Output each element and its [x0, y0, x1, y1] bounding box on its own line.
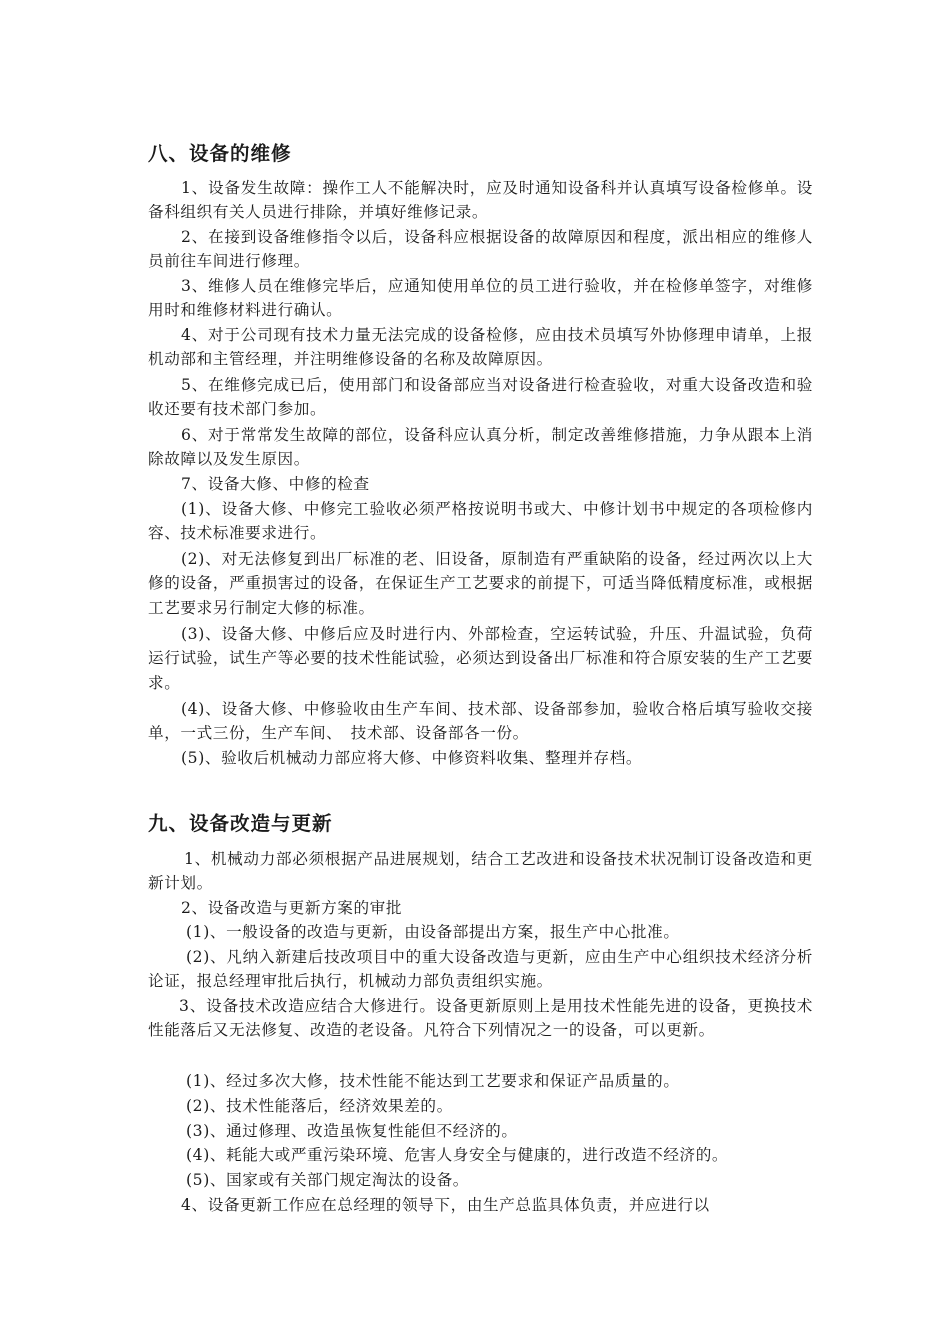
paragraph-9-2-2: (2)、凡纳入新建后技改项目中的重大设备改造与更新，应由生产中心组织技术经济分析论证，报总经理审批后执行，机械动力部负责组织实施。 [148, 948, 813, 991]
paragraph-8-5: 5、在维修完成已后，使用部门和设备部应当对设备进行检查验收，对重大设备改造和验收还要有技术部门参加。 [148, 376, 813, 419]
paragraph-8-7-4: (4)、设备大修、中修验收由生产车间、技术部、设备部参加，验收合格后填写验收交接单，一式三份，生产车间、 技术部、设备部各一份。 [148, 700, 813, 743]
paragraph-9-4: 4、设备更新工作应在总经理的领导下，由生产总监具体负责，并应进行以 [181, 1196, 710, 1214]
section-heading-maintenance: 八、设备的维修 [148, 142, 292, 165]
paragraph-8-7-5: (5)、验收后机械动力部应将大修、中修资料收集、整理并存档。 [181, 749, 643, 767]
paragraph-9-3-2: (2)、技术性能落后，经济效果差的。 [186, 1097, 453, 1115]
paragraph-9-3-4: (4)、耗能大或严重污染环境、危害人身安全与健康的，进行改造不经济的。 [186, 1146, 729, 1164]
paragraph-9-3-5: (5)、国家或有关部门规定淘汰的设备。 [186, 1171, 469, 1189]
paragraph-9-1: 1、机械动力部必须根据产品进展规划，结合工艺改进和设备技术状况制订设备改造和更新计划。 [148, 850, 813, 893]
paragraph-8-3: 3、维修人员在维修完毕后，应通知使用单位的员工进行验收，并在检修单签字，对维修用时和维修材料进行确认。 [148, 277, 813, 320]
paragraph-8-6: 6、对于常常发生故障的部位，设备科应认真分析，制定改善维修措施，力争从跟本上消除故障以及发生原因。 [148, 426, 813, 469]
paragraph-9-3-1: (1)、经过多次大修，技术性能不能达到工艺要求和保证产品质量的。 [186, 1072, 680, 1090]
paragraph-8-1: 1、设备发生故障：操作工人不能解决时，应及时通知设备科并认真填写设备检修单。设备科组织有关人员进行排除，并填好维修记录。 [148, 179, 813, 222]
section-heading-renewal: 九、设备改造与更新 [148, 812, 333, 835]
paragraph-9-3: 3、设备技术改造应结合大修进行。设备更新原则上是用技术性能先进的设备，更换技术性能落后又无法修复、改造的老设备。凡符合下列情况之一的设备，可以更新。 [148, 997, 813, 1040]
paragraph-8-2: 2、在接到设备维修指令以后，设备科应根据设备的故障原因和程度，派出相应的维修人员前往车间进行修理。 [148, 228, 813, 271]
paragraph-9-2: 2、设备改造与更新方案的审批 [181, 899, 403, 917]
paragraph-9-2-1: (1)、一般设备的改造与更新，由设备部提出方案，报生产中心批准。 [186, 923, 680, 941]
paragraph-9-3-3: (3)、通过修理、改造虽恢复性能但不经济的。 [186, 1122, 518, 1140]
paragraph-8-7-2: (2)、对无法修复到出厂标准的老、旧设备，原制造有严重缺陷的设备，经过两次以上大修的设备，严重损害过的设备，在保证生产工艺要求的前提下，可适当降低精度标准，或根据工艺要求另行制定大修的标准。 [148, 550, 813, 617]
paragraph-8-7: 7、设备大修、中修的检查 [181, 475, 370, 493]
paragraph-8-7-3: (3)、设备大修、中修后应及时进行内、外部检查，空运转试验，升压、升温试验，负荷运行试验，试生产等必要的技术性能试验，必须达到设备出厂标准和符合原安装的生产工艺要求。 [148, 625, 813, 692]
paragraph-8-7-1: (1)、设备大修、中修完工验收必须严格按说明书或大、中修计划书中规定的各项检修内容、技术标准要求进行。 [148, 500, 813, 543]
paragraph-8-4: 4、对于公司现有技术力量无法完成的设备检修，应由技术员填写外协修理申请单，上报机动部和主管经理，并注明维修设备的名称及故障原因。 [148, 326, 813, 369]
